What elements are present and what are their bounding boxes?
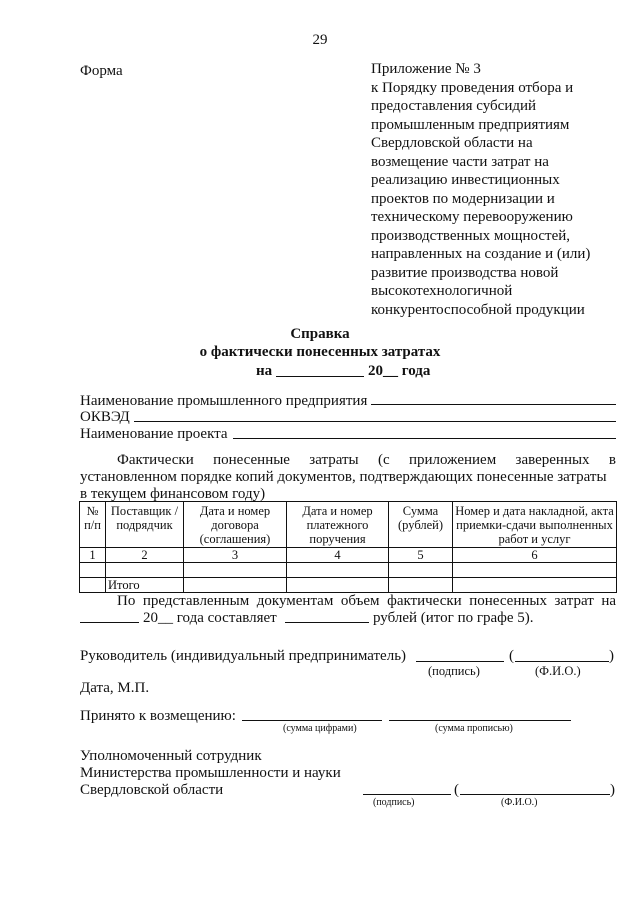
- intro-line-1: Фактически понесенные затраты (с приложением заверенных в: [117, 452, 616, 468]
- table-cell[interactable]: [106, 563, 184, 578]
- document-title: Справка: [290, 326, 350, 342]
- official-signature-caption: (подпись): [373, 797, 415, 808]
- column-header: Дата и номер платежного поручения: [287, 502, 389, 548]
- column-number: 4: [287, 548, 389, 563]
- column-header: Дата и номер договора (соглашения): [184, 502, 287, 548]
- summary-tail: рублей (итог по графе 5).: [373, 610, 534, 626]
- table-cell[interactable]: [184, 563, 287, 578]
- official-line-1: Уполномоченный сотрудник: [80, 748, 262, 764]
- head-open-paren: (: [509, 648, 514, 664]
- summary-line-1: По представленным документам объем фактически понесенных затрат на: [117, 593, 616, 609]
- column-header: № п/п: [80, 502, 106, 548]
- column-header: Номер и дата накладной, акта приемки-сдачи выполненных работ и услуг: [453, 502, 617, 548]
- column-number: 2: [106, 548, 184, 563]
- table-cell[interactable]: [80, 563, 106, 578]
- table-cell[interactable]: [184, 578, 287, 593]
- title-period-year: 20__ года: [368, 363, 431, 379]
- accepted-label: Принято к возмещению:: [80, 708, 236, 724]
- page-number: 29: [312, 32, 328, 48]
- table-cell[interactable]: [453, 563, 617, 578]
- total-label: Итого: [106, 578, 184, 593]
- appendix-block: [371, 60, 611, 319]
- summary-period-field[interactable]: [80, 622, 139, 623]
- title-period-prefix: на: [256, 363, 273, 379]
- official-fio-caption: (Ф.И.О.): [501, 797, 538, 808]
- column-header: Сумма (рублей): [389, 502, 453, 548]
- accepted-words-caption: (сумма прописью): [435, 723, 513, 734]
- period-blank-line[interactable]: [276, 376, 364, 377]
- expenses-table: [79, 501, 617, 593]
- official-fio-field[interactable]: [460, 794, 610, 795]
- appendix-line: проектов по модернизации и: [371, 190, 555, 207]
- column-number: 1: [80, 548, 106, 563]
- accepted-words-field[interactable]: [389, 720, 571, 721]
- table-cell[interactable]: [287, 578, 389, 593]
- intro-line-2: установленном порядке копий документов, подтверждающих понесенные затраты: [80, 469, 607, 485]
- okved-label: ОКВЭД: [80, 409, 130, 425]
- document-subtitle: о фактически понесенных затратах: [199, 344, 441, 360]
- form-label: Форма: [80, 63, 123, 79]
- official-line-3: Свердловской области: [80, 782, 224, 798]
- appendix-line: к Порядку проведения отбора и: [371, 79, 574, 96]
- appendix-line: производственных мощностей,: [371, 227, 570, 244]
- head-close-paren: ): [609, 648, 614, 664]
- accepted-digits-caption: (сумма цифрами): [283, 723, 357, 734]
- intro-line-3: в текущем финансовом году): [80, 486, 266, 502]
- appendix-line: возмещение части затрат на: [371, 153, 549, 170]
- head-signature-field[interactable]: [416, 661, 504, 662]
- appendix-line: предоставления субсидий: [371, 98, 537, 114]
- summary-year: 20__ года составляет: [143, 610, 277, 626]
- table-cell: [80, 578, 106, 593]
- total-amount-cell[interactable]: [389, 578, 453, 593]
- appendix-line: развитие производства новой: [371, 264, 559, 281]
- column-number: 3: [184, 548, 287, 563]
- appendix-line: конкурентоспособной продукции: [371, 301, 585, 318]
- project-label: Наименование проекта: [80, 426, 228, 442]
- table-header-row: [80, 502, 617, 548]
- project-field[interactable]: [233, 438, 616, 439]
- date-stamp-label: Дата, М.П.: [80, 680, 150, 696]
- appendix-line: высокотехнологичной: [371, 283, 513, 299]
- table-row: [80, 563, 617, 578]
- table-cell[interactable]: [287, 563, 389, 578]
- appendix-line: промышленным предприятиям: [371, 116, 570, 133]
- appendix-line: техническому перевооружению: [371, 209, 573, 225]
- official-open-paren: (: [454, 782, 459, 798]
- table-cell[interactable]: [453, 578, 617, 593]
- column-number-row: [80, 548, 617, 563]
- head-signature-caption: (подпись): [428, 664, 480, 678]
- official-signature-field[interactable]: [363, 794, 451, 795]
- appendix-line: Приложение № 3: [371, 61, 481, 77]
- head-fio-field[interactable]: [515, 661, 609, 662]
- appendix-line: Свердловской области на: [371, 135, 533, 151]
- column-number: 6: [453, 548, 617, 563]
- column-number: 5: [389, 548, 453, 563]
- okved-field[interactable]: [134, 421, 616, 422]
- table-cell[interactable]: [389, 563, 453, 578]
- official-line-2: Министерства промышленности и науки: [80, 765, 341, 781]
- accepted-digits-field[interactable]: [242, 720, 382, 721]
- official-close-paren: ): [610, 782, 615, 798]
- appendix-line: реализацию инвестиционных: [371, 172, 560, 188]
- appendix-line: направленных на создание и (или): [371, 246, 591, 262]
- total-row: [80, 578, 617, 593]
- column-header: Поставщик / подрядчик: [106, 502, 184, 548]
- head-fio-caption: (Ф.И.О.): [535, 664, 581, 678]
- enterprise-label: Наименование промышленного предприятия: [80, 393, 368, 409]
- enterprise-field[interactable]: [371, 404, 616, 405]
- head-label: Руководитель (индивидуальный предприниматель): [80, 648, 407, 664]
- summary-amount-field[interactable]: [285, 622, 369, 623]
